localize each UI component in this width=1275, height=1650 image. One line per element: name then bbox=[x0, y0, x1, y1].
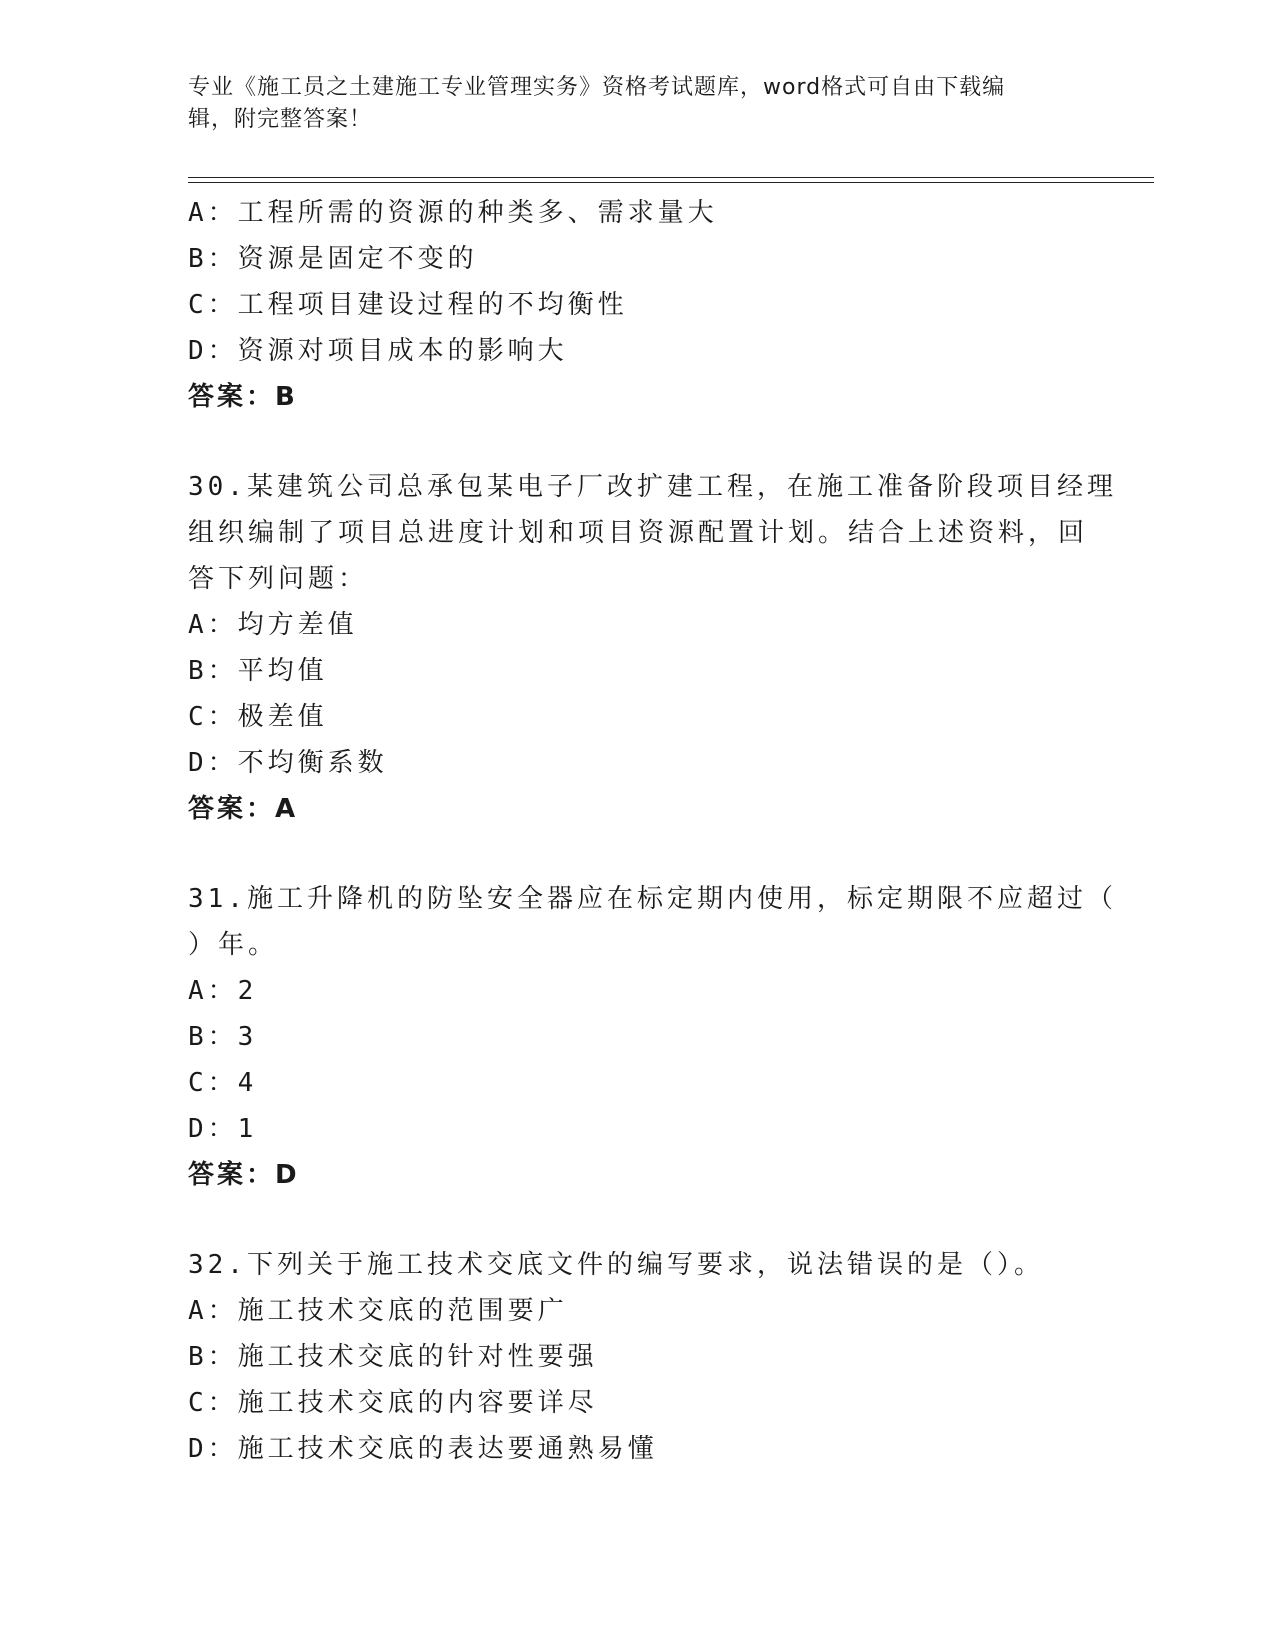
option-b: B：资源是固定不变的 bbox=[188, 244, 478, 274]
question-text-line: 32.下列关于施工技术交底文件的编写要求，说法错误的是（）。 bbox=[188, 1250, 1044, 1280]
answer-line: 答案：D bbox=[188, 1160, 300, 1190]
option-a: A：工程所需的资源的种类多、需求量大 bbox=[188, 198, 718, 228]
question-block bbox=[188, 1242, 1088, 1472]
question-text-line: 30.某建筑公司总承包某电子厂改扩建工程，在施工准备阶段项目经理 bbox=[188, 472, 1117, 502]
header-line-2: 辑，附完整答案！ bbox=[188, 107, 373, 132]
option-d: D：资源对项目成本的影响大 bbox=[188, 336, 568, 366]
option-a: A：2 bbox=[188, 976, 258, 1006]
question-list bbox=[188, 190, 1117, 1472]
question-text-line: 答下列问题： bbox=[188, 564, 369, 594]
option-b: B：施工技术交底的针对性要强 bbox=[188, 1342, 598, 1372]
question-block bbox=[188, 464, 1117, 832]
option-a: A：均方差值 bbox=[188, 610, 358, 640]
option-c: C：4 bbox=[188, 1068, 258, 1098]
option-d: D：施工技术交底的表达要通熟易懂 bbox=[188, 1434, 658, 1464]
option-d: D：1 bbox=[188, 1114, 258, 1144]
option-d: D：不均衡系数 bbox=[188, 748, 388, 778]
header-divider-top bbox=[188, 177, 1154, 178]
option-c: C：施工技术交底的内容要详尽 bbox=[188, 1388, 598, 1418]
question-text-line: 组织编制了项目总进度计划和项目资源配置计划。结合上述资料，回 bbox=[188, 518, 1089, 548]
question-text-line: ）年。 bbox=[188, 930, 279, 960]
question-block bbox=[188, 876, 1117, 1198]
question-block bbox=[188, 190, 1088, 420]
answer-line: 答案：B bbox=[188, 382, 298, 412]
option-b: B：平均值 bbox=[188, 656, 328, 686]
document-header bbox=[188, 72, 1088, 136]
option-b: B：3 bbox=[188, 1022, 258, 1052]
option-c: C：极差值 bbox=[188, 702, 328, 732]
header-line-1: 专业《施工员之土建施工专业管理实务》资格考试题库，word格式可自由下载编 bbox=[188, 75, 1006, 100]
question-text-line: 31.施工升降机的防坠安全器应在标定期内使用，标定期限不应超过（ bbox=[188, 884, 1117, 914]
option-c: C：工程项目建设过程的不均衡性 bbox=[188, 290, 628, 320]
header-divider-bottom bbox=[188, 182, 1154, 183]
option-a: A：施工技术交底的范围要广 bbox=[188, 1296, 568, 1326]
answer-line: 答案：A bbox=[188, 794, 299, 824]
